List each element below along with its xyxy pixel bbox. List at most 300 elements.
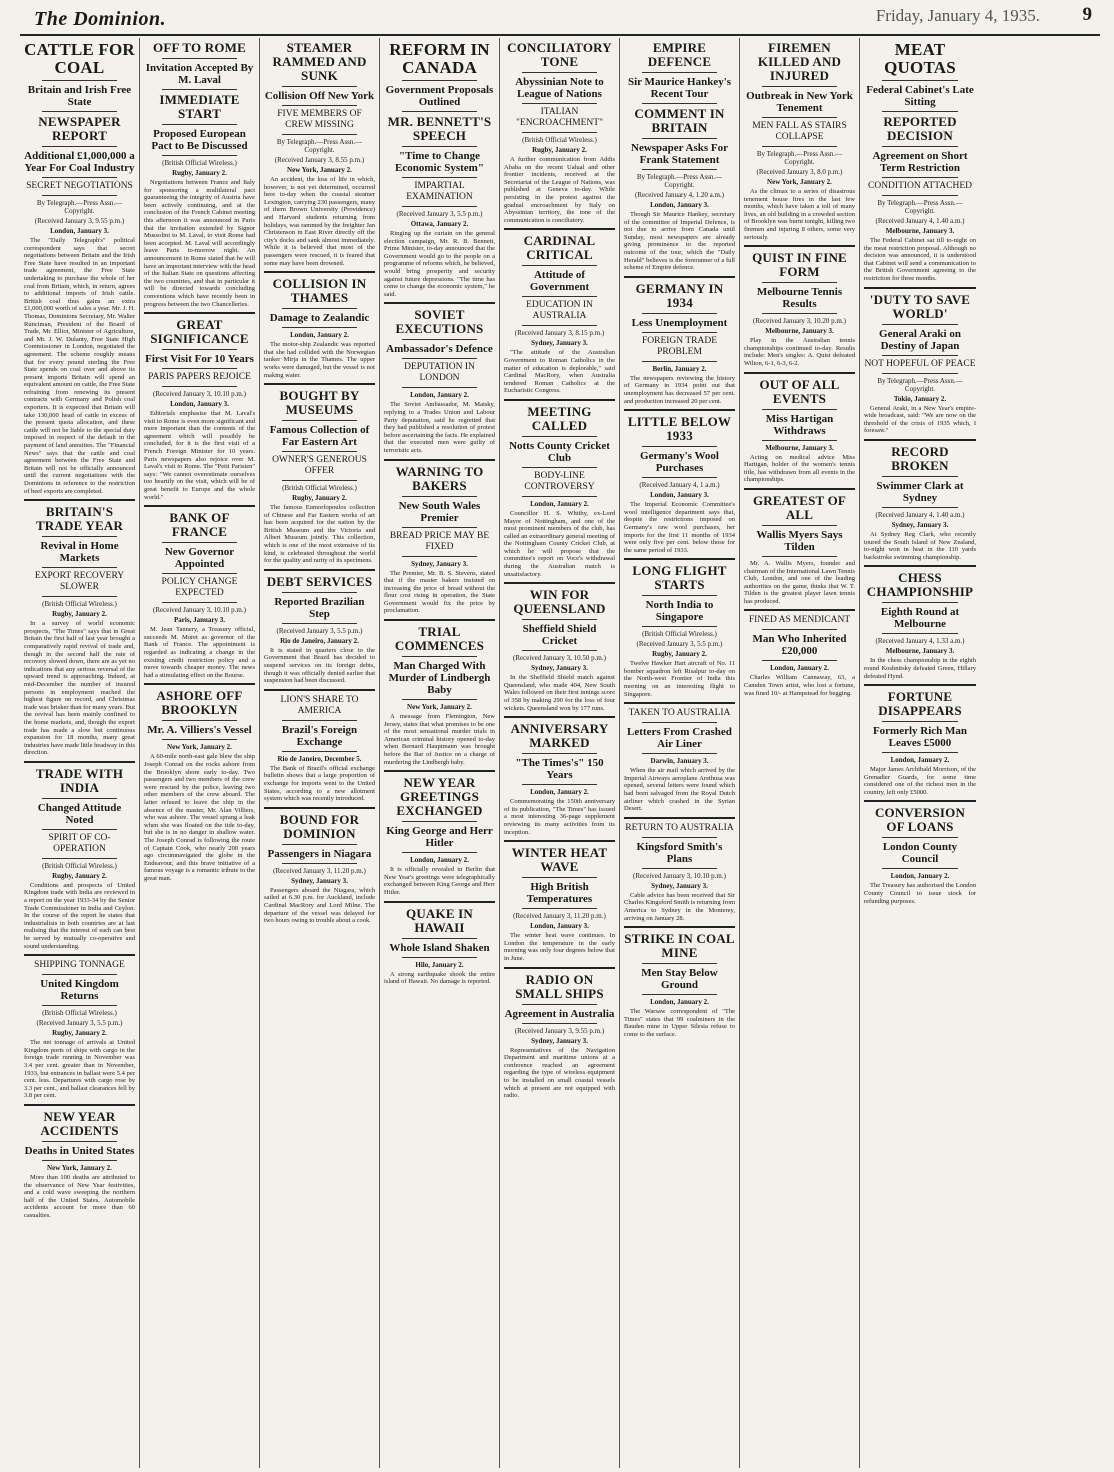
subheadline: BODY-LINE CONTROVERSY (524, 470, 595, 492)
dateline: London, January 3. (50, 227, 109, 235)
article-body: Commemorating the 150th anniversary of its publication, "The Times" has issued a most interesting 36-page supplement reviewing its many activities from its inception. (504, 798, 615, 836)
article-divider (384, 619, 495, 621)
headline-rule (882, 602, 958, 603)
column-2 (140, 38, 260, 1468)
article (264, 813, 375, 925)
subheadline: Agreement on Short Term Restriction (872, 150, 968, 174)
article-body: Negotiations between France and Italy for sponsoring a multilateral pact guaranteeing the integrity of Austria have been actively continuing, and at the conclusion of the French Cabinet meeting this afternoon it was announced in Paris that the invitation extended by Signor Mussolini to M. Laval, to visit Rome had been accepted. M. Laval will accordingly leave Paris to-morrow night. An announcement in Rome stated that he will have an important interview with the head of the Italian State on questions affecting the two countries, and that in particular it will be directed towards concluding conventions which have recently been in progress between the two Chancelleries. (144, 179, 255, 308)
subheadline: Damage to Zealandic (269, 312, 370, 325)
headline-rule (522, 467, 597, 468)
headline-rule (282, 420, 357, 421)
dateline: Melbourne, January 3. (765, 327, 834, 336)
headline-rule (522, 650, 597, 651)
article-divider (624, 702, 735, 704)
headline-rule (882, 507, 958, 508)
subheadline: Less Unemployment (631, 316, 728, 329)
article-divider (504, 582, 615, 584)
subheadline: Federal Cabinet's Late Sitting (866, 84, 974, 108)
dateline: Ottawa, January 2. (410, 220, 469, 228)
dateline: New York, January 2. (167, 743, 232, 752)
dateline: New York, January 2. (287, 166, 352, 174)
article-body: A further communication from Addis Ababa on the recent Ualual and other frontier incidents, received at the Secretariat of the League of Nations, was published at Geneva to-day. While persisting in the protest against the gradual encroachment by Italy on Abyssinian territory, the tone of the communication is conciliatory. (504, 156, 615, 224)
article-divider (264, 383, 375, 385)
received-line: (Received January 3, 5.5 p.m.) (36, 1019, 123, 1028)
headline-rule (762, 313, 837, 314)
article-body: The "Daily Telegraph's" political correspondent says that secret negotiations between Britain and the Irish Free State have resulted in an important trade agreement, the Free State undertaking to purchase the whole of her coal from Britain, which, in return, agrees to additional imports of Irish cattle. British coal thus gains an extra £1,000,000 worth of sales a year. Mr. J. H. Thomas, Dominions Secretary, Mr. Walter Runciman, President of the Board of Trade, Mr. Elliot, Minister of Agriculture, and Mr. J. W. Dulanty, Free State High Commissioner in London, negotiated the agreement. The scheme roughly means that for every pound sterling the Free State spends on coal over and above its present imports Britain will spend an equivalent amount on cattle, the Free State refraining from renewing its present contracts with Germany and Polish coal exporters. It is expected that Britain will take 130,000 head of cattle in excess of the present quota allocation, and these cattle will not be liable to the special duty imposed in respect of the default in the payment of land annuities. The "Financial News" says that the cattle and coal agreement between the Free State and Britain will not be officially announced until the current negotiations with the Dominions in reference to the restriction of beef exports are completed. (24, 237, 136, 495)
headline: OUT OF ALL EVENTS (759, 376, 840, 406)
article-body: The Warsaw correspondent of "The Times" states that 99 coalminers in the Bauden mine in Upper Silesia refuse to come to the surface. (624, 1008, 735, 1038)
article-divider (384, 459, 495, 461)
article-body: The Treasury has authorised the London County Council to issue stock for refunding purposes. (864, 882, 976, 905)
article-body: The motor-ship Zealandic was reported that she had collided with the Norwegian tanker Mirja in the Thames. The upper works were damaged, but the vessel is not making water. (264, 341, 375, 379)
subheadline: CONDITION ATTACHED (868, 181, 972, 191)
article-body: The Soviet Ambassador, M. Maisky, replying to a Trades Union and Labour Party deputation, said he regretted that they had published a resolution of protest before ascertaining the facts. He explained that the executed men were guilty of terroristic acts. (384, 401, 495, 454)
subheadline: King George and Herr Hitler (386, 825, 493, 850)
subheadline: First Visit For 10 Years (145, 353, 254, 366)
headline: RETURN TO AUSTRALIA (625, 822, 734, 833)
article-body: Passengers aboard the Niagara, which sailed at 6.30 p.m. for Auckland, include Cardinal MacRory and Lord Milne. The departure of the vessel was delayed for two hours owing to trouble about a cook. (264, 886, 375, 925)
subheadline: High British Temperatures (526, 881, 593, 906)
dateline: Melbourne, January 3. (765, 443, 834, 452)
article-body: M. Jean Tannery, a Treasury official, succeeds M. Moret as governor of the Bank of France. The appointment is regarded as indicating a change in the existing credit restriction policy and a move towards cheaper money. The news had a stimulating effect on the Bourse. (144, 626, 255, 679)
subheadline: Sir Maurice Hankey's Recent Tour (627, 76, 732, 100)
subheadline: Outbreak in New York Tenement (746, 90, 853, 114)
headline: CONCILIATORY TONE (507, 40, 612, 69)
subheadline: FOREIGN TRADE PROBLEM (641, 335, 718, 357)
headline-rule (642, 595, 717, 596)
article-divider (624, 926, 735, 928)
article-body: The winter heat wave continues. In London the temperature in the early morning was only four degrees below that in June. (504, 932, 615, 962)
headline-rule (42, 195, 117, 196)
subheadline: Passengers in Niagara (267, 847, 372, 860)
headline-rule (42, 1160, 117, 1161)
article-body: A strong earthquake shook the entire island of Hawaii. No damage is reported. (384, 970, 495, 986)
article-body: It is officially revealed in Berlin that New Year's greetings were telegraphically exchanged between King George and Herr Hitler. (384, 866, 495, 896)
headline-rule (162, 573, 237, 574)
subheadline: General Araki on Destiny of Japan (879, 327, 961, 352)
article-body: The newspapers reviewing the history of Germany in 1934 point out that unemployment has decreased 57 per cent. and production increased 20 per cent. (624, 374, 735, 405)
article-body: Acting on medical advice Miss Hartigan, holder of the women's tennis title, has withdrawn from all events in the championships. (744, 453, 855, 484)
headline-rule (162, 155, 237, 156)
headline: FORTUNE DISAPPEARS (878, 689, 962, 719)
dateline: Sydney, January 3. (411, 559, 468, 568)
wire-credit: By Telegraph.—Press Assn.—Copyright. (756, 150, 843, 166)
article-divider (864, 684, 976, 686)
headline-rule (42, 146, 117, 147)
subheadline: Germany's Wool Purchases (640, 450, 719, 475)
headline-rule (522, 436, 597, 437)
dateline: London, January 3. (530, 922, 589, 931)
received-line: (Received January 4, 1.33 a.m.) (875, 637, 965, 646)
headline: WARNING TO BAKERS (395, 463, 484, 493)
subheadline: Melbourne Tennis Results (756, 286, 843, 311)
article (504, 41, 615, 224)
subheadline: North India to Singapore (645, 599, 714, 624)
subheadline: MR. BENNETT'S SPEECH (387, 114, 492, 143)
article-divider (864, 439, 976, 441)
headline-rule (642, 169, 717, 170)
subheadline: SPIRIT OF CO-OPERATION (48, 832, 111, 854)
article-body: The Bank of Brazil's official exchange bulletin shows that a large proportion of exchange for imports went to the United States, according to a new allotment system which was recently introduced. (264, 764, 375, 803)
article (624, 823, 735, 922)
subheadline: New Governor Appointed (164, 546, 235, 571)
article-body: Mr. A. Wallis Myers, founder and chairman of the International Lawn Tennis Club, London, and one of the leading authorities on the game, thinks that W. T. Tilden is the greatest player lawn tennis has produced. (744, 559, 855, 605)
headline-rule (762, 117, 837, 118)
subheadline: Collision Off New York (264, 90, 375, 102)
column-7 (740, 38, 860, 1468)
headline-rule (522, 496, 597, 497)
headline-rule (282, 844, 357, 845)
headline-rule (882, 355, 958, 356)
article-divider (744, 488, 855, 490)
headline: QUAKE IN HAWAII (406, 905, 473, 935)
article (384, 41, 495, 298)
article-body: In the chess championship in the eighth round Koshnitsky defeated Green, Hillary defeated Hynd. (864, 657, 976, 680)
article (864, 806, 976, 905)
headline-rule (162, 602, 237, 603)
headline-rule (762, 146, 837, 147)
article-body: Play in the Australian tennis championships continued to-day. Results include: Men's singles: A. Quist defeated Wilton, 6-1, 6-3, 6-2. (744, 337, 855, 367)
article-divider (144, 505, 255, 507)
headline-rule (642, 446, 717, 447)
headline-rule (762, 440, 837, 441)
headline-rule (162, 739, 237, 740)
dateline: Hilo, January 2. (415, 960, 464, 969)
headline-rule (882, 837, 958, 838)
dateline: London, January 2. (890, 872, 950, 881)
headline: STEAMER RAMMED AND SUNK (272, 40, 367, 83)
headline: TRADE WITH INDIA (35, 765, 124, 795)
article-body: Councillor H. S. Whitby, ex-Lord Mayor of Nottingham, and one of the most prominent members of the club, has called an extraordinary general meeting of the Nottingham County Cricket Club, at which he will propose that the committee's report on Voce's withdrawal during the Australian match is unsatisfactory. (504, 509, 615, 578)
wire-credit: (British Official Wireless.) (42, 1009, 117, 1018)
headline-rule (522, 132, 597, 133)
article-body: In the Sheffield Shield match against Queensland, who made 404, New South Wales followed on their first innings score of 358 by making 290 for the loss of four wickets. Queensland won by 177 runs. (504, 674, 615, 712)
dateline: Rugby, January 2. (292, 494, 347, 503)
article-body: Major James Archibald Morrison, of the Grenadier Guards, for some time considered one of the richest men in the country, left only £5000. (864, 766, 976, 796)
article-body: The Federal Cabinet sat till to-night on the meat restriction proposal. Although no decision was announced, it is understood that Cabinet will send a communication to the British Government agreeing to the restriction for three months. (864, 237, 976, 282)
page-number: 9 (1082, 4, 1092, 25)
headline-rule (282, 592, 357, 593)
article-divider (864, 565, 976, 567)
subheadline: United Kingdom Returns (40, 978, 119, 1003)
wire-credit: (British Official Wireless.) (522, 136, 597, 144)
headline-rule (762, 660, 837, 661)
headline-rule (642, 994, 717, 995)
article (624, 41, 735, 272)
headline-rule (402, 358, 477, 359)
headline-rule (642, 963, 717, 964)
article (624, 564, 735, 698)
article-divider (624, 276, 735, 278)
headline-rule (402, 387, 477, 388)
subheadline: ITALIAN "ENCROACHMENT" (516, 107, 603, 128)
article-body: In a survey of world economic prospects, "The Times" says that in Great Britain the first half of last year brought a comparatively rapid revival of trade and, though in the second half the rate of recovery slowed down, there are as yet no indications that any serious reversal of the upward trend is approaching. Indeed, at mid-December the number of insured persons in employment reached the highest figure on record, and Christmas trade was brisker than for many years. But the revival has been mainly confined to the home markets, and, though the export trade has made a slow but continuous expansion for 18 months, many great industries have made little headway in this direction. (24, 620, 135, 757)
subheadline: SECRET NEGOTIATIONS (26, 181, 133, 191)
received-line: (Received January 4, 1.40 a.m.) (875, 217, 965, 225)
headline-rule (402, 821, 477, 822)
article (24, 767, 135, 950)
headline: BOUND FOR DOMINION (279, 811, 360, 841)
dateline: Rugby, January 2. (532, 146, 587, 154)
headline-rule (402, 146, 477, 147)
article-body: Cable advice has been received that Sir Charles Kingsford Smith is returning from America to Sydney in the Monterey, arriving on January 28. (624, 891, 735, 922)
article-body: Ringing up the curtain on the general election campaign, Mr. R. B. Bennett, Prime Minister, to-day announced that the Government would go to the people on a programme of reforms which, he believed, would bring prosperity and security against future depressions. "The time has come to change the economic system," he said. (384, 230, 496, 298)
dateline: Paris, January 3. (174, 616, 225, 625)
headline-rule (282, 720, 357, 721)
headline-rule (642, 753, 717, 754)
wire-credit: By Telegraph.—Press Assn.—Copyright. (636, 173, 723, 189)
article (264, 575, 375, 685)
column-4 (380, 38, 500, 1468)
headline: REFORM IN CANADA (389, 40, 490, 77)
dateline: Rio de Janeiro, January 2. (280, 636, 359, 645)
article (24, 1110, 135, 1220)
headline: RADIO ON SMALL SHIPS (515, 971, 604, 1001)
article (504, 234, 615, 395)
subheadline: Agreement in Australia (504, 1007, 615, 1020)
wire-credit: By Telegraph.—Press Assn.—Copyright. (877, 199, 963, 215)
dateline: Darwin, January 3. (650, 757, 709, 766)
headline-rule (762, 86, 837, 87)
article-body: It is stated in quarters close to the Government that Brazil has decided to suspend services on its foreign debts, though it was officially denied earlier that suspension had been discussed. (264, 646, 375, 685)
headline: ASHORE OFF BROOKLYN (156, 688, 243, 718)
headline-rule (522, 1004, 597, 1005)
article-body: When the air mail which arrived by the Imperial Airways aeroplane Arethusa was opened, several letters were found which had been salvaged from the Royal Dutch airliner which crashed in the Syrian Desert. (624, 767, 735, 813)
article-divider (504, 967, 615, 969)
headline-rule (402, 527, 477, 528)
subheadline: Formerly Rich Man Leaves £5000 (872, 725, 968, 750)
headline-rule (402, 496, 477, 497)
headline: TAKEN TO AUSTRALIA (628, 708, 731, 719)
dateline: London, January 2. (650, 998, 709, 1007)
dateline: London, January 2. (890, 756, 950, 765)
headline-rule (162, 368, 237, 369)
subheadline: London County Council (882, 841, 958, 866)
article (864, 571, 976, 680)
subheadline: OWNER'S GENEROUS OFFER (272, 455, 367, 477)
headline-rule (522, 877, 597, 878)
headline: NEW YEAR ACCIDENTS (40, 1108, 119, 1138)
headline-rule (162, 349, 237, 350)
headline-rule (882, 324, 958, 325)
article-divider (24, 761, 135, 763)
article (744, 494, 855, 606)
headline-rule (882, 476, 958, 477)
dateline: Rugby, January 2. (52, 1029, 107, 1038)
headline-rule (402, 111, 477, 112)
column-6 (620, 38, 740, 1468)
article-body: "The attitude of the Australian Government to Roman Catholics in the matter of education is deplorable," said Cardinal MacRory, when Australia tendered Roman Catholics at the Eucharistic Congress. (504, 349, 615, 395)
headline: STRIKE IN COAL MINE (624, 931, 735, 961)
subheadline: IMPARTIAL EXAMINATION (406, 181, 473, 202)
article-body: An accident, the loss of life in which, however, is not yet determined, occurred here to-day when the coastal steamer Lexington, carrying 230 passengers, many of them Brown University (Providence) and Harvard students returning from holidays, was rammed by the freighter Jan Christenson in East River directly off the city's docks and sank almost immediately. While it is believed that most of the passengers were rescued, it is feared that some may have been drowned. (264, 176, 375, 267)
headline-rule (42, 1005, 117, 1006)
headline: SOVIET EXECUTIONS (395, 307, 484, 337)
headline-rule (762, 282, 837, 283)
wire-credit: (British Official Wireless.) (642, 630, 717, 639)
subheadline: DEPUTATION IN LONDON (404, 362, 475, 384)
headline-rule (282, 134, 357, 135)
headline-rule (642, 837, 717, 838)
headline-rule (402, 556, 477, 557)
dateline: London, January 3. (650, 491, 709, 500)
column-8 (860, 38, 980, 1468)
article (264, 389, 375, 565)
headline: ANNIVERSARY MARKED (510, 721, 609, 751)
headline-rule (162, 58, 237, 59)
headline: COLLISION IN THAMES (272, 276, 367, 306)
received-line: (Received January 3, 8.15 p.m.) (514, 329, 605, 338)
received-line: (Received January 3, 9.55 p.m.) (514, 1026, 605, 1035)
article (384, 776, 495, 896)
headline-rule (882, 146, 958, 147)
article (384, 308, 495, 454)
subheadline: Deaths in United States (24, 1144, 135, 1157)
subheadline: POLICY CHANGE EXPECTED (161, 577, 238, 599)
received-line: (Received January 3, 10.20 p.m.) (753, 317, 846, 326)
article (864, 293, 976, 435)
headline-rule (162, 89, 237, 90)
headline-rule (642, 332, 717, 333)
article-divider (144, 312, 255, 314)
wire-credit: By Telegraph.—Press Assn.—Copyright. (877, 376, 963, 393)
headline: EMPIRE DEFENCE (647, 40, 712, 69)
headline-rule (882, 752, 958, 753)
headline-rule (882, 868, 958, 869)
article-divider (744, 245, 855, 247)
article-divider (744, 372, 855, 374)
article-body: The famous Eumorfopoulos collection of Chinese and Far Eastern works of art has been acquired for the nation by the British Museum and the Victoria and Albert Museum jointly. This collection, which is one of the most extensive of its kind, is celebrated throughout the world for the quality and rarity of its specimens. (264, 504, 375, 565)
article-divider (504, 228, 615, 230)
headline-rule (42, 798, 117, 799)
article-divider (624, 558, 735, 560)
wire-credit: (British Official Wireless.) (162, 159, 237, 167)
subheadline: Kingsford Smith's Plans (636, 840, 723, 865)
article-divider (504, 399, 615, 401)
subheadline: "The Times's" 150 Years (515, 757, 604, 782)
headline-rule (762, 629, 837, 630)
headline: CONVERSION OF LOANS (874, 805, 966, 835)
column-5 (500, 38, 620, 1468)
headline: 'DUTY TO SAVE WORLD' (869, 291, 971, 321)
dateline: Rugby, January 2. (172, 169, 227, 177)
headline: GREATEST OF ALL (752, 492, 847, 522)
headline-rule (522, 103, 597, 104)
headline: WINTER HEAT WAVE (511, 845, 608, 875)
dateline: London, January 2. (290, 331, 349, 340)
dateline: Sydney, January 3. (891, 520, 949, 529)
headline-rule (522, 619, 597, 620)
subheadline: Abyssinian Note to League of Nations (515, 76, 604, 100)
article (504, 588, 615, 712)
wire-credit: (British Official Wireless.) (282, 484, 357, 493)
dateline: London, January 2. (410, 391, 469, 400)
dateline: New York, January 2. (407, 703, 472, 712)
article (864, 41, 976, 283)
subheadline: "Time to Change Economic System" (395, 150, 484, 174)
received-line: (Received January 3, 5.5 p.m.) (396, 210, 483, 218)
article-divider (864, 287, 976, 289)
article-divider (504, 840, 615, 842)
dateline: New York, January 2. (47, 1163, 112, 1172)
headline-rule (42, 974, 117, 975)
received-line: (Received January 4, 1.40 a.m.) (875, 510, 965, 519)
subheadline: Newspaper Asks For Frank Statement (631, 142, 728, 166)
article (144, 318, 255, 501)
article (144, 511, 255, 679)
headline-rule (42, 80, 117, 81)
article (744, 378, 855, 484)
dateline: Rio de Janeiro, December 5. (277, 754, 362, 763)
article-divider (24, 1104, 135, 1106)
headline: LONG FLIGHT STARTS (632, 563, 727, 593)
article-body: The Premier, Mr. B. S. Stevens, stated that if the master bakers insisted on increasing the price of bread without the flour cost rising in operation, the State Government would fix the price by proclamation. (384, 569, 495, 615)
headline-rule (282, 86, 357, 87)
article (144, 41, 255, 308)
subheadline: Whole Island Shaken (389, 941, 490, 954)
dateline: New York, January 2. (767, 178, 832, 186)
article (264, 695, 375, 803)
headline-rule (882, 80, 958, 81)
headline: CATTLE FOR COAL (24, 40, 135, 77)
newspaper-columns (20, 38, 1100, 1468)
newspaper-title: The Dominion. (34, 8, 167, 30)
article (624, 415, 735, 554)
article-divider (264, 569, 375, 571)
dateline: Sydney, January 3. (531, 1036, 588, 1045)
headline-rule (522, 325, 597, 326)
headline: FIREMEN KILLED AND INJURED (757, 40, 842, 83)
headline-rule (282, 751, 357, 752)
headline-rule (162, 124, 237, 125)
article-body: The Imperial Economic Committee's wool intelligence department says that, despite the restrictions imposed on Germany's raw wool purchases, her imports for the first 11 months of 1934 were only five per cent. below those for the same period of 1933. (624, 501, 735, 554)
column-1 (20, 38, 140, 1468)
article (264, 277, 375, 379)
subheadline: REPORTED DECISION (883, 114, 957, 143)
subheadline: Man Charged With Murder of Lindbergh Baby (388, 660, 491, 697)
received-line: (Received January 3, 10.10 p.m.) (153, 390, 246, 399)
received-line: (Received January 3, 5.5 p.m.) (636, 640, 723, 649)
dateline: London, January 2. (530, 499, 589, 508)
headline: WIN FOR QUEENSLAND (513, 587, 606, 617)
issue-date: Friday, January 4, 1935. (875, 6, 1040, 25)
headline: MEETING CALLED (527, 403, 592, 433)
article (504, 722, 615, 836)
headline-rule (162, 720, 237, 721)
wire-credit: By Telegraph.—Press Assn.—Copyright. (36, 199, 123, 215)
article-body: A 60-mile north-east gale blew the ship Joseph Conrad on the rocks ashore from the Brooklyn shore early to-day. Two passengers and two members of the crew were rescued by the police, leaving two other members of the crew aboard. The latter refused to leave the ship in the absence of the master, Mr. Alan Villiers, who was ashore. The vessel sprang a leak when she was floated on the tide to-day, but she is in no danger in shallow water. The Joseph Conrad is following the route of Captain Cook, who nearly 200 years ago circumnavigated the globe in the Endeavour, and this brave initiative of a famous voyage is a romantic tribute to the great man. (144, 753, 255, 882)
headline-rule (642, 868, 717, 869)
received-line: (Received January 3, 10.10 p.m.) (633, 871, 726, 880)
article-body: General Araki, in a New Year's empire-wide broadcast, said: "We are now on the threshold of the crisis of 1935 which, I foresaw." (864, 404, 976, 435)
received-line: (Received January 3, 8.55 p.m.) (274, 156, 365, 164)
headline-rule (42, 177, 117, 178)
headline-rule (402, 339, 477, 340)
subheadline: Brazil's Foreign Exchange (281, 723, 358, 748)
headline: GERMANY IN 1934 (635, 280, 724, 310)
subheadline: Sheffield Shield Cricket (522, 623, 597, 648)
headline-rule (642, 72, 717, 73)
headline: BANK OF FRANCE (169, 510, 230, 540)
received-line: (Received January 3, 8.0 p.m.) (756, 168, 843, 176)
article-divider (504, 716, 615, 718)
article-divider (384, 302, 495, 304)
subheadline: Britain and Irish Free State (27, 84, 132, 108)
headline-rule (642, 313, 717, 314)
subheadline: Ambassador's Defence (386, 343, 493, 356)
article (744, 251, 855, 367)
subheadline: Swimmer Clark at Sydney (876, 479, 964, 504)
